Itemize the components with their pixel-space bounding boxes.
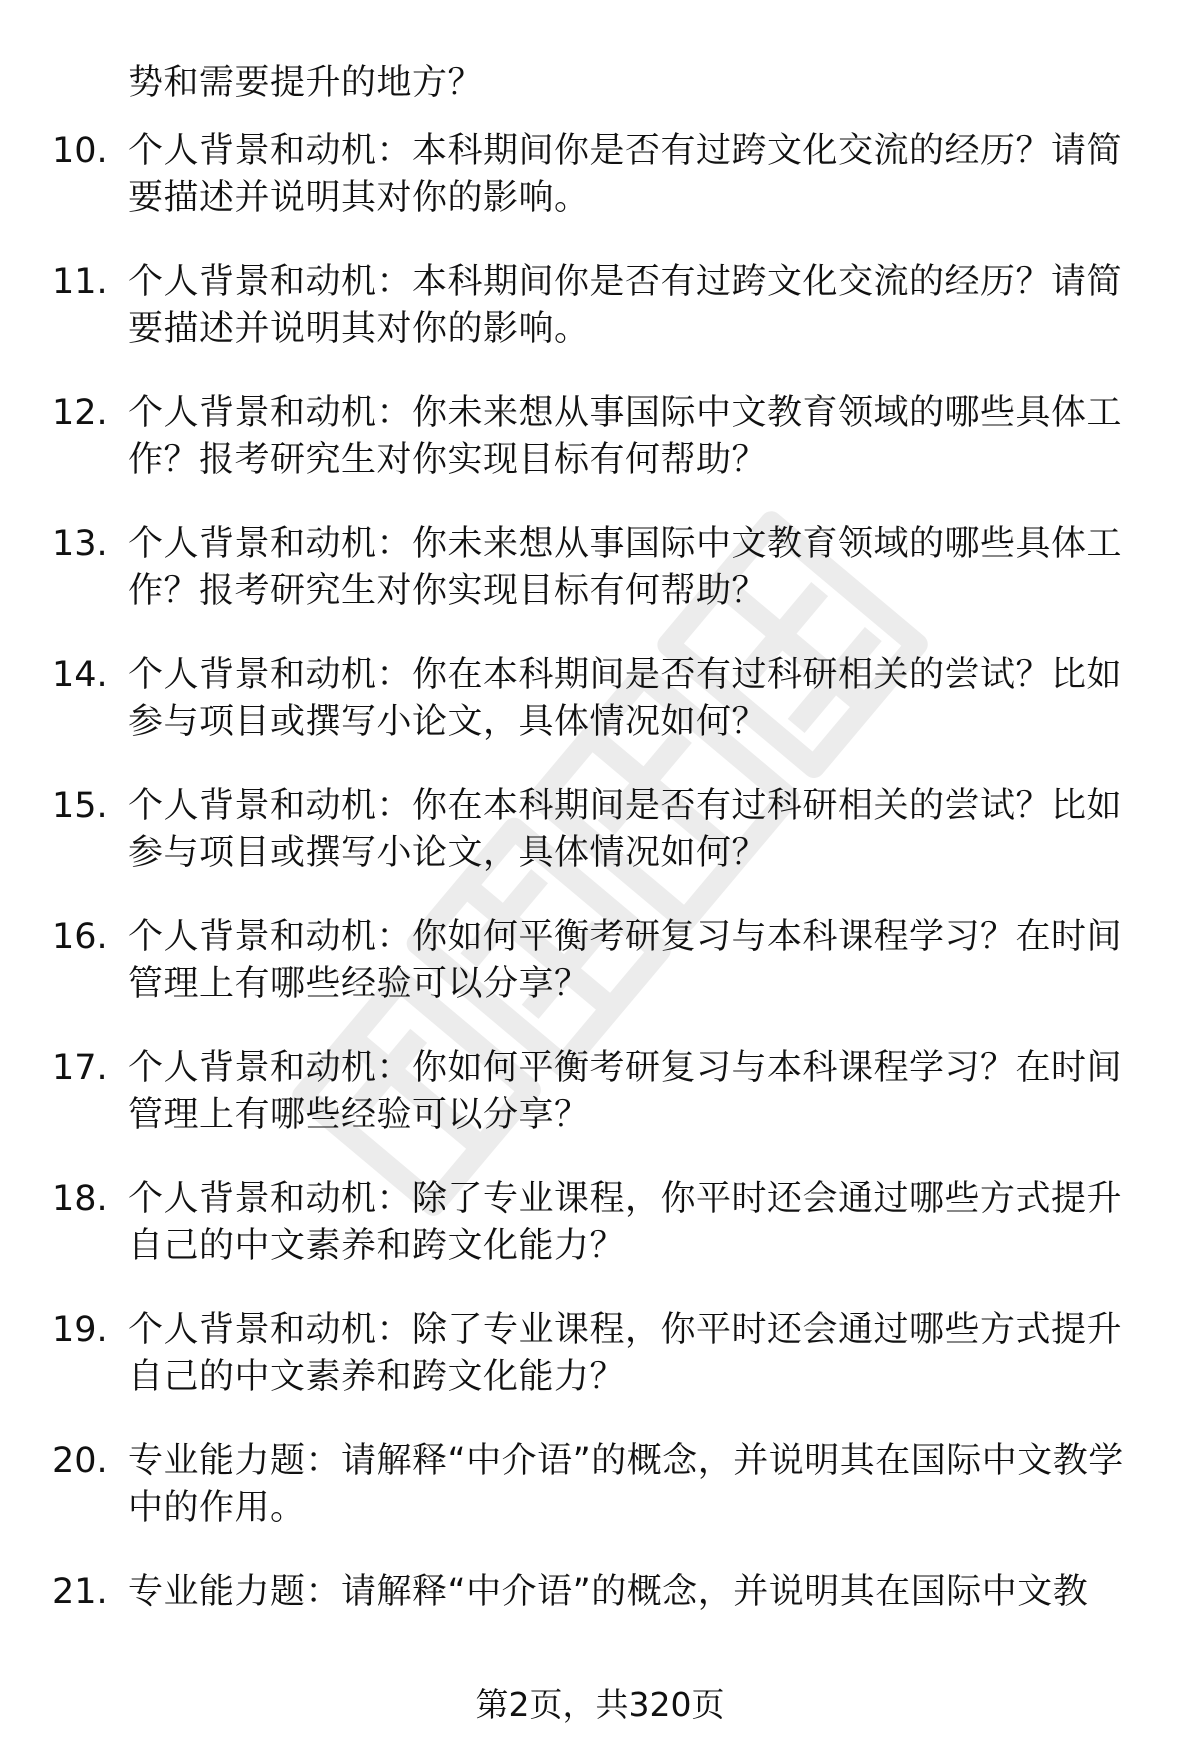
- item-number: 19.: [52, 1310, 108, 1350]
- item-number: 11.: [52, 262, 108, 302]
- item-text: 个人背景和动机：你未来想从事国际中文教育领域的哪些具体工作？报考研究生对你实现目标有何帮助？: [128, 393, 1123, 480]
- item-number: 20.: [52, 1441, 108, 1481]
- item-text: 个人背景和动机：本科期间你是否有过跨文化交流的经历？请简要描述并说明其对你的影响。: [128, 131, 1123, 218]
- continuation-text: 势和需要提升的地方？: [128, 63, 484, 103]
- item-text: 个人背景和动机：除了专业课程，你平时还会通过哪些方式提升自己的中文素养和跨文化能力？: [128, 1310, 1123, 1397]
- list-item: [0, 1438, 1200, 1569]
- item-text: 个人背景和动机：你如何平衡考研复习与本科课程学习？在时间管理上有哪些经验可以分享？: [128, 917, 1123, 1004]
- list-item: [0, 1176, 1200, 1307]
- list-item: [0, 1045, 1200, 1176]
- item-text: 个人背景和动机：你在本科期间是否有过科研相关的尝试？比如参与项目或撰写小论文，具体情况如何？: [128, 655, 1123, 742]
- item-number: 16.: [52, 917, 108, 957]
- question-list: [0, 128, 1200, 1700]
- list-item: [0, 390, 1200, 521]
- item-text: 专业能力题：请解释“中介语”的概念，并说明其在国际中文教学中的作用。: [128, 1441, 1124, 1528]
- item-text: 个人背景和动机：本科期间你是否有过跨文化交流的经历？请简要描述并说明其对你的影响。: [128, 262, 1123, 349]
- list-item: [0, 783, 1200, 914]
- list-item: [0, 1307, 1200, 1438]
- item-text: 个人背景和动机：除了专业课程，你平时还会通过哪些方式提升自己的中文素养和跨文化能力？: [128, 1179, 1123, 1266]
- item-text: 个人背景和动机：你未来想从事国际中文教育领域的哪些具体工作？报考研究生对你实现目标有何帮助？: [128, 524, 1123, 611]
- item-number: 18.: [52, 1179, 108, 1219]
- page-number: 第2页，共320页: [475, 1685, 725, 1724]
- list-item: [0, 128, 1200, 259]
- list-item: [0, 259, 1200, 390]
- item-number: 13.: [52, 524, 108, 564]
- item-number: 14.: [52, 655, 108, 695]
- item-text: 专业能力题：请解释“中介语”的概念，并说明其在国际中文教: [128, 1572, 1089, 1612]
- list-item: [0, 521, 1200, 652]
- item-number: 15.: [52, 786, 108, 826]
- list-item: [0, 652, 1200, 783]
- item-number: 12.: [52, 393, 108, 433]
- list-item: [0, 914, 1200, 1045]
- item-number: 10.: [52, 131, 108, 171]
- item-number: 17.: [52, 1048, 108, 1088]
- item-text: 个人背景和动机：你在本科期间是否有过科研相关的尝试？比如参与项目或撰写小论文，具体情况如何？: [128, 786, 1123, 873]
- item-text: 个人背景和动机：你如何平衡考研复习与本科课程学习？在时间管理上有哪些经验可以分享？: [128, 1048, 1123, 1135]
- item-number: 21.: [52, 1572, 108, 1612]
- list-item: [0, 1569, 1200, 1700]
